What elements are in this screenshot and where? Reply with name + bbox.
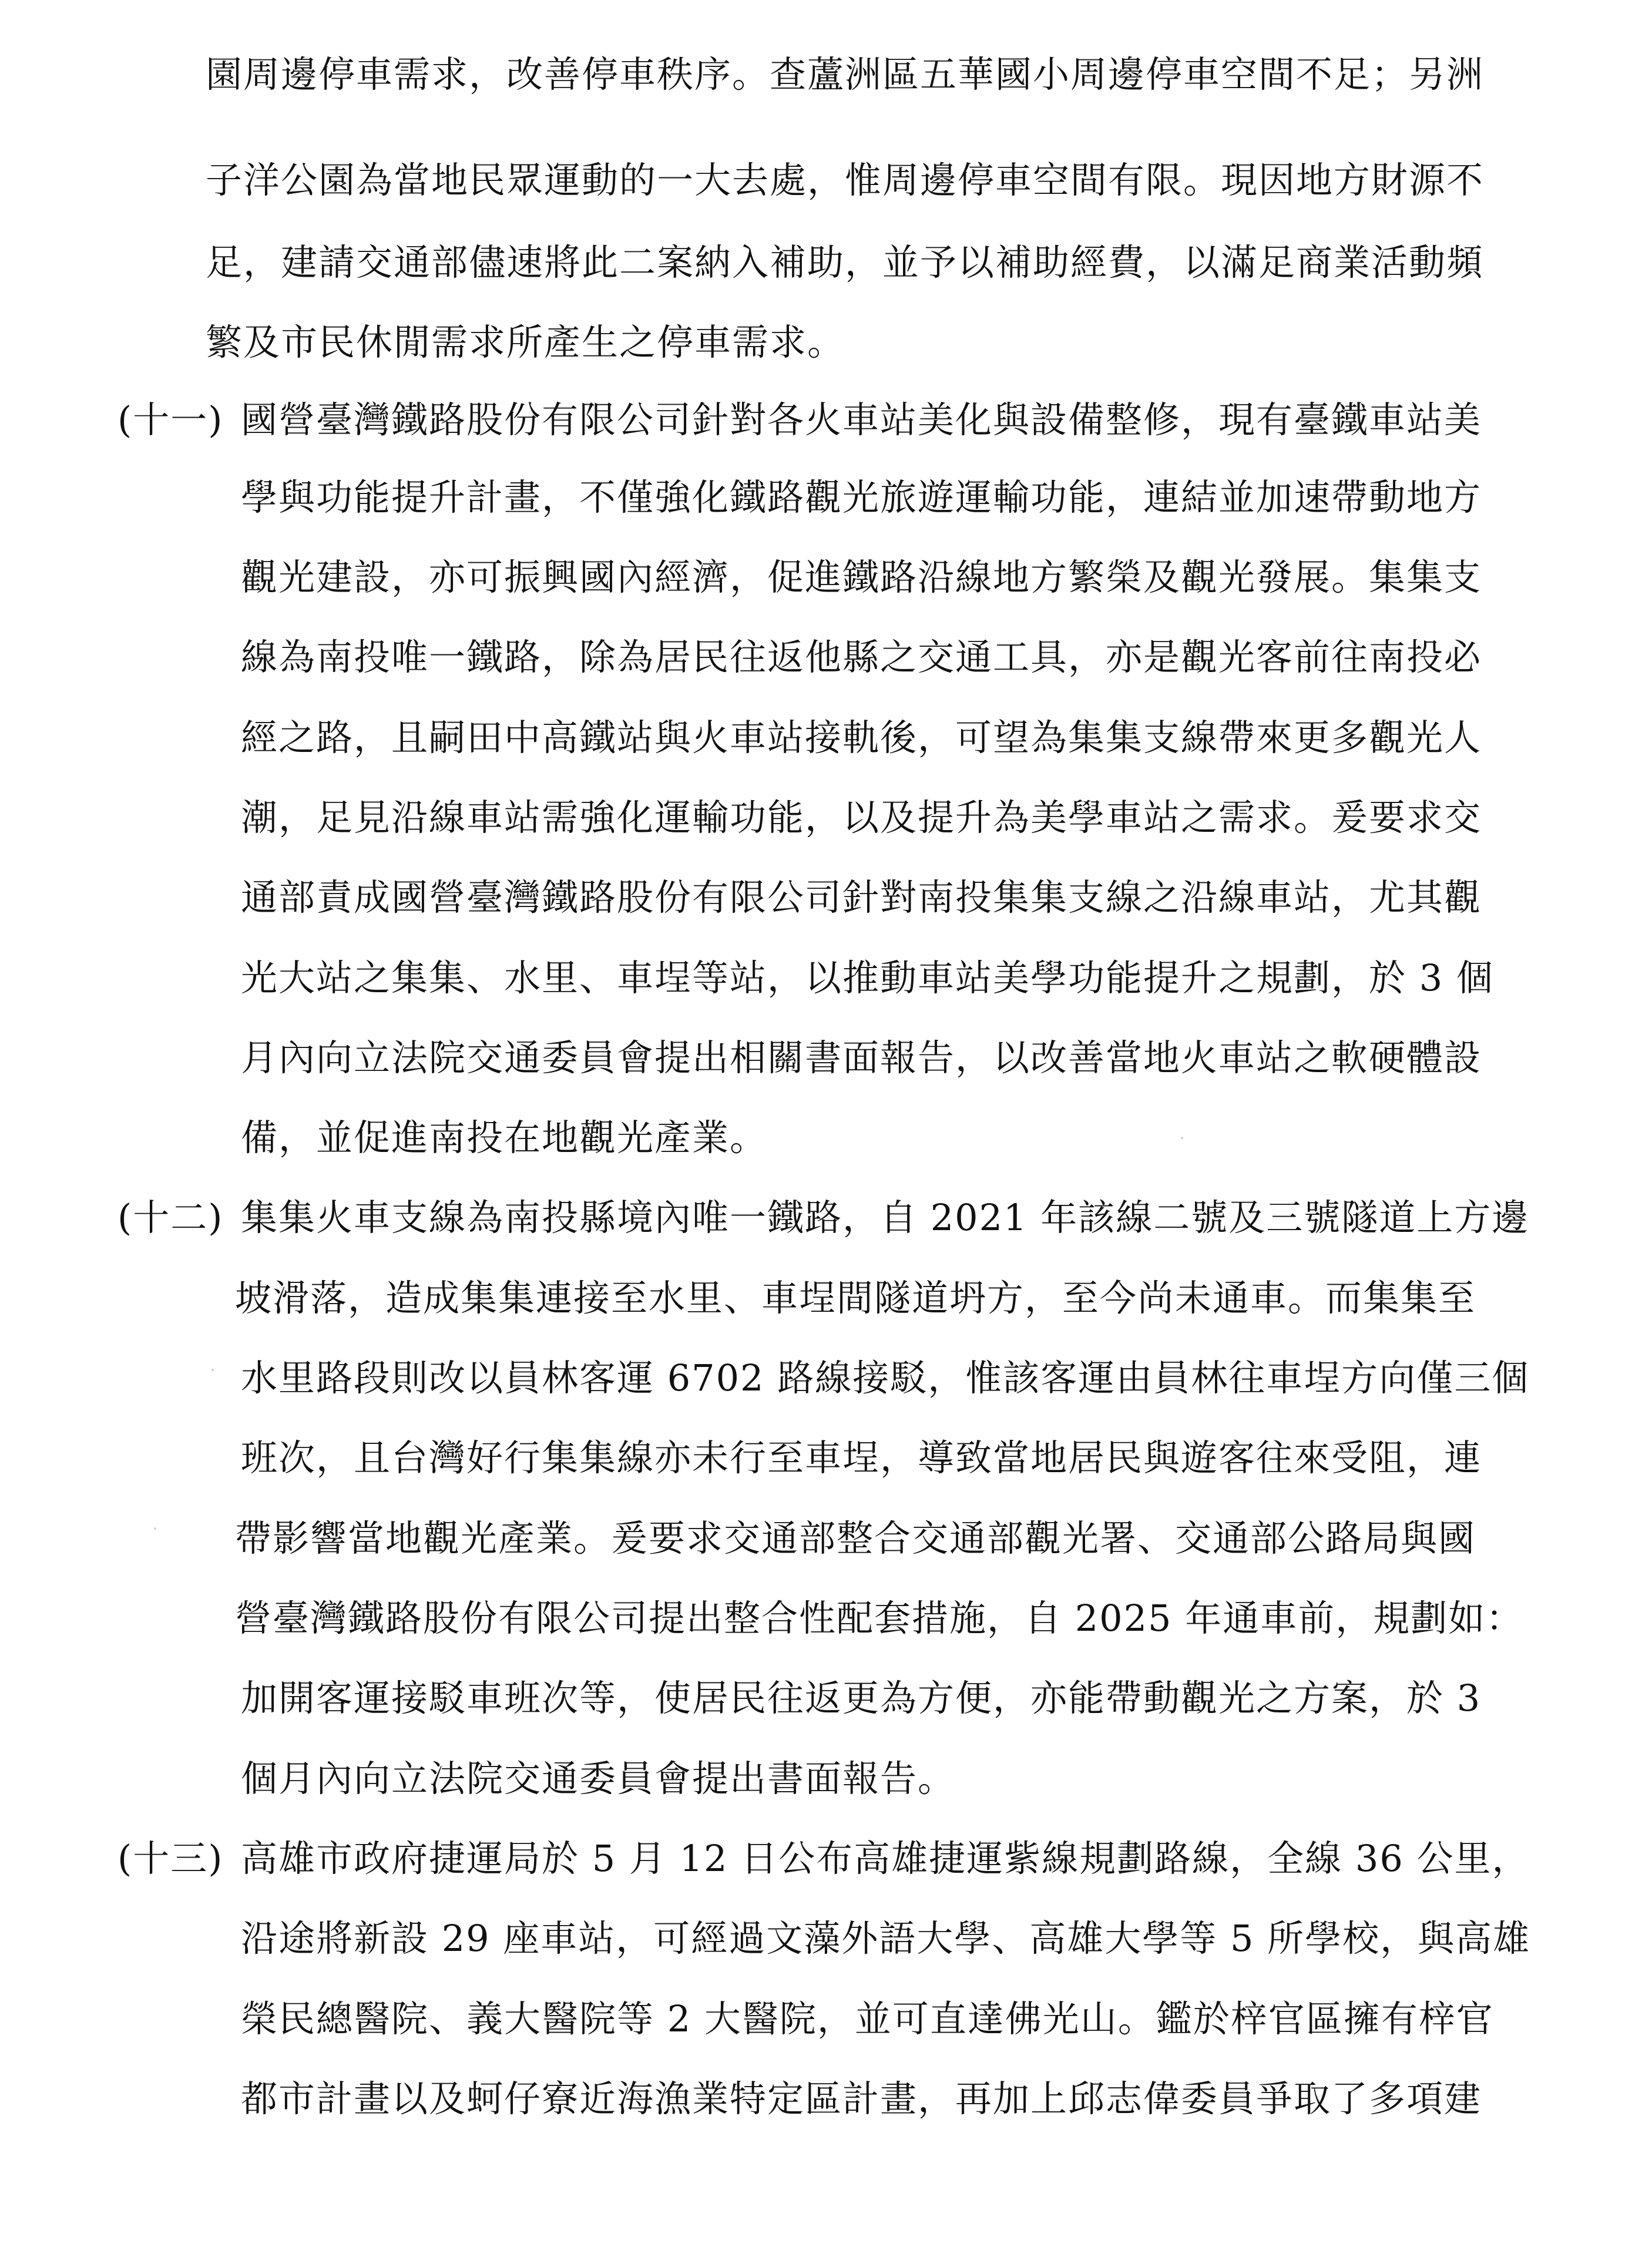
text-line: 高雄市政府捷運局於 5 月 12 日公布高雄捷運紫線規劃路線，全線 36 公里， [241,1837,1530,1880]
scan-speck [154,1527,156,1530]
text-line: 坡滑落，造成集集連接至水里、車埕間隧道坍方，至今尚未通車。而集集至 [235,1277,1476,1319]
text-line: 個月內向立法院交通委員會提出書面報告。 [241,1757,956,1800]
scan-speck [1181,1137,1183,1139]
text-line: 水里路段則改以員林客運 6702 路線接駁，惟該客運由員林往車埕方向僅三個 [241,1356,1530,1399]
text-line: 國營臺灣鐵路股份有限公司針對各火車站美化與設備整修，現有臺鐵車站美 [241,398,1482,441]
text-line: 營臺灣鐵路股份有限公司提出整合性配套措施，自 2025 年通車前，規劃如： [235,1597,1524,1640]
text-line: 都市計畫以及蚵仔寮近海漁業特定區計畫，再加上邱志偉委員爭取了多項建 [241,2077,1482,2120]
text-line: 足，建請交通部儘速將此二案納入補助，並予以補助經費，以滿足商業活動頻 [206,241,1485,284]
text-line: 月內向立法院交通委員會提出相關書面報告，以改善當地火車站之軟硬體設 [241,1036,1482,1079]
text-line: 集集火車支線為南投縣境內唯一鐵路，自 2021 年該線二號及三號隧道上方邊 [241,1196,1530,1239]
text-line: 光大站之集集、水里、車埕等站，以推動車站美學功能提升之規劃，於 3 個 [241,956,1494,999]
text-line: 潮，足見沿線車站需強化運輸功能，以及提升為美學車站之需求。爰要求交 [241,796,1482,839]
item-number: (十一) [117,398,224,441]
text-line: 觀光建設，亦可振興國內經濟，促進鐵路沿線地方繁榮及觀光發展。集集支 [241,556,1482,599]
text-line: 帶影響當地觀光產業。爰要求交通部整合交通部觀光署、交通部公路局與國 [235,1517,1476,1560]
text-line: 線為南投唯一鐵路，除為居民往返他縣之交通工具，亦是觀光客前往南投必 [241,636,1482,679]
text-line: 學與功能提升計畫，不僅強化鐵路觀光旅遊運輸功能，連結並加速帶動地方 [241,476,1482,519]
text-line: 園周邊停車需求，改善停車秩序。查蘆洲區五華國小周邊停車空間不足；另洲 [206,53,1485,96]
text-line: 加開客運接駁車班次等，使居民往返更為方便，亦能帶動觀光之方案，於 3 [241,1677,1482,1719]
text-line: 班次，且台灣好行集集線亦未行至車埕，導致當地居民與遊客往來受阻，連 [241,1436,1482,1479]
scan-speck [211,1369,214,1371]
text-line: 通部責成國營臺灣鐵路股份有限公司針對南投集集支線之沿線車站，尤其觀 [241,876,1482,919]
text-line: 備，並促進南投在地觀光產業。 [241,1116,768,1159]
text-line: 子洋公園為當地民眾運動的一大去處，惟周邊停車空間有限。現因地方財源不 [206,159,1485,201]
text-line: 沿途將新設 29 座車站，可經過文藻外語大學、高雄大學等 5 所學校，與高雄 [241,1917,1531,1960]
text-line: 經之路，且嗣田中高鐵站與火車站接軌後，可望為集集支線帶來更多觀光人 [241,716,1482,759]
item-number: (十三) [117,1837,224,1880]
text-line: 榮民總醫院、義大醫院等 2 大醫院，並可直達佛光山。鑑於梓官區擁有梓官 [241,1997,1494,2040]
text-line: 繁及市民休閒需求所產生之停車需求。 [206,321,845,364]
item-number: (十二) [117,1196,224,1239]
